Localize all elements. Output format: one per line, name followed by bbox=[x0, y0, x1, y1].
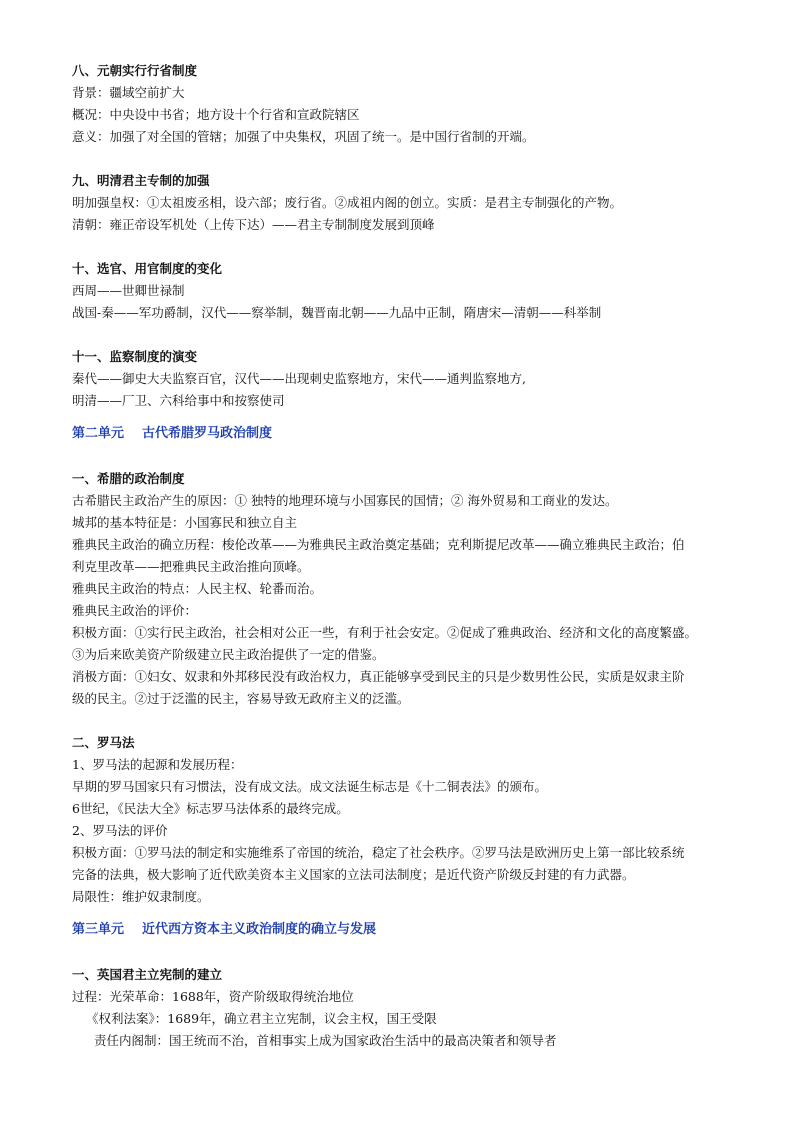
text-line: 明加强皇权：①太祖废丞相，设六部；废行省。②成祖内阁的创立。实质：是君主专制强化的产物。 bbox=[72, 195, 623, 210]
text-line: 雅典民主政治的特点：人民主权、轮番而治。 bbox=[72, 581, 323, 596]
unit-label: 第二单元 bbox=[72, 426, 125, 441]
text-line: 利克里改革——把雅典民主政治推向顶峰。 bbox=[72, 559, 310, 574]
section-supervision bbox=[72, 346, 732, 412]
unit-3-title bbox=[72, 919, 732, 941]
text-line: 完备的法典，极大影响了近代欧美资本主义国家的立法司法制度；是近代资产阶级反封建的有力武器。 bbox=[72, 867, 635, 882]
text-line: 级的民主。②过于泛滥的民主，容易导致无政府主义的泛滥。 bbox=[72, 691, 410, 706]
section-heading: 一、英国君主立宪制的建立 bbox=[72, 967, 223, 982]
text-line: 背景：疆域空前扩大 bbox=[72, 85, 185, 100]
text-line: 雅典民主政治的确立历程：梭伦改革——为雅典民主政治奠定基础；克利斯提尼改革——确立雅典民主政治；伯 bbox=[72, 537, 685, 552]
section-heading: 八、元朝实行行省制度 bbox=[72, 63, 198, 78]
document-page bbox=[72, 60, 732, 1052]
text-line: 《权利法案》：1689年，确立君主立宪制，议会主权，国王受限 bbox=[86, 1011, 437, 1026]
text-line: 1、罗马法的起源和发展历程： bbox=[72, 757, 243, 772]
text-line: 概况：中央设中书省；地方设十个行省和宣政院辖区 bbox=[72, 107, 360, 122]
section-greek-politics bbox=[72, 468, 732, 710]
section-heading: 九、明清君主专制的加强 bbox=[72, 173, 210, 188]
spacer bbox=[72, 236, 732, 258]
section-ming-qing-autocracy bbox=[72, 170, 732, 236]
spacer bbox=[72, 324, 732, 346]
text-line: 积极方面：①实行民主政治，社会相对公正一些，有利于社会安定。②促成了雅典政治、经济和文化的高度繁盛。 bbox=[72, 625, 698, 640]
spacer bbox=[72, 941, 732, 964]
section-heading: 十、选官、用官制度的变化 bbox=[72, 261, 223, 276]
unit-title: 近代西方资本主义政治制度的确立与发展 bbox=[142, 922, 377, 937]
text-line: 秦代——御史大夫监察百官，汉代——出现刺史监察地方，宋代——通判监察地方, bbox=[72, 371, 526, 386]
text-line: ③为后来欧美资产阶级建立民主政治提供了一定的借鉴。 bbox=[72, 647, 385, 662]
section-heading: 十一、监察制度的演变 bbox=[72, 349, 198, 364]
text-line: 局限性：维护奴隶制度。 bbox=[72, 889, 210, 904]
spacer bbox=[72, 710, 732, 732]
section-yuan-province bbox=[72, 60, 732, 148]
unit-2-title bbox=[72, 423, 732, 445]
text-line: 早期的罗马国家只有习惯法，没有成文法。成文法诞生标志是《十二铜表法》的颁布。 bbox=[72, 779, 548, 794]
text-line: 责任内阁制：国王统而不治，首相事实上成为国家政治生活中的最高决策者和领导者 bbox=[94, 1033, 557, 1048]
section-heading: 一、希腊的政治制度 bbox=[72, 471, 185, 486]
unit-label: 第三单元 bbox=[72, 922, 125, 937]
text-line: 2、罗马法的评价 bbox=[72, 823, 168, 838]
text-line: 古希腊民主政治产生的原因：① 独特的地理环境与小国寡民的国情；② 海外贸易和工商业的发达。 bbox=[72, 493, 618, 508]
text-line: 清朝：雍正帝设军机处（上传下达）——君主专制制度发展到顶峰 bbox=[72, 217, 435, 232]
section-official-selection bbox=[72, 258, 732, 324]
text-line: 过程：光荣革命：1688年，资产阶级取得统治地位 bbox=[72, 989, 354, 1004]
section-british-monarchy bbox=[72, 964, 732, 1052]
text-line: 西周——世卿世禄制 bbox=[72, 283, 185, 298]
text-line: 城邦的基本特征是：小国寡民和独立自主 bbox=[72, 515, 298, 530]
spacer bbox=[72, 148, 732, 170]
text-line: 积极方面：①罗马法的制定和实施维系了帝国的统治，稳定了社会秩序。②罗马法是欧洲历史上第一部比较系统 bbox=[72, 845, 685, 860]
section-heading: 二、罗马法 bbox=[72, 735, 135, 750]
text-line: 意义：加强了对全国的管辖；加强了中央集权，巩固了统一。是中国行省制的开端。 bbox=[72, 129, 535, 144]
text-line: 消极方面：①妇女、奴隶和外邦移民没有政治权力，真正能够享受到民主的只是少数男性公民，实质是奴隶主阶 bbox=[72, 669, 685, 684]
section-roman-law bbox=[72, 732, 732, 908]
text-line: 6世纪，《民法大全》标志罗马法体系的最终完成。 bbox=[72, 801, 349, 816]
text-line: 战国-秦——军功爵制，汉代——察举制，魏晋南北朝——九品中正制，隋唐宋—清朝——科举制 bbox=[72, 305, 602, 320]
unit-title: 古代希腊罗马政治制度 bbox=[142, 426, 273, 441]
spacer bbox=[72, 445, 732, 468]
text-line: 明清——厂卫、六科给事中和按察使司 bbox=[72, 393, 285, 408]
text-line: 雅典民主政治的评价： bbox=[72, 603, 198, 618]
